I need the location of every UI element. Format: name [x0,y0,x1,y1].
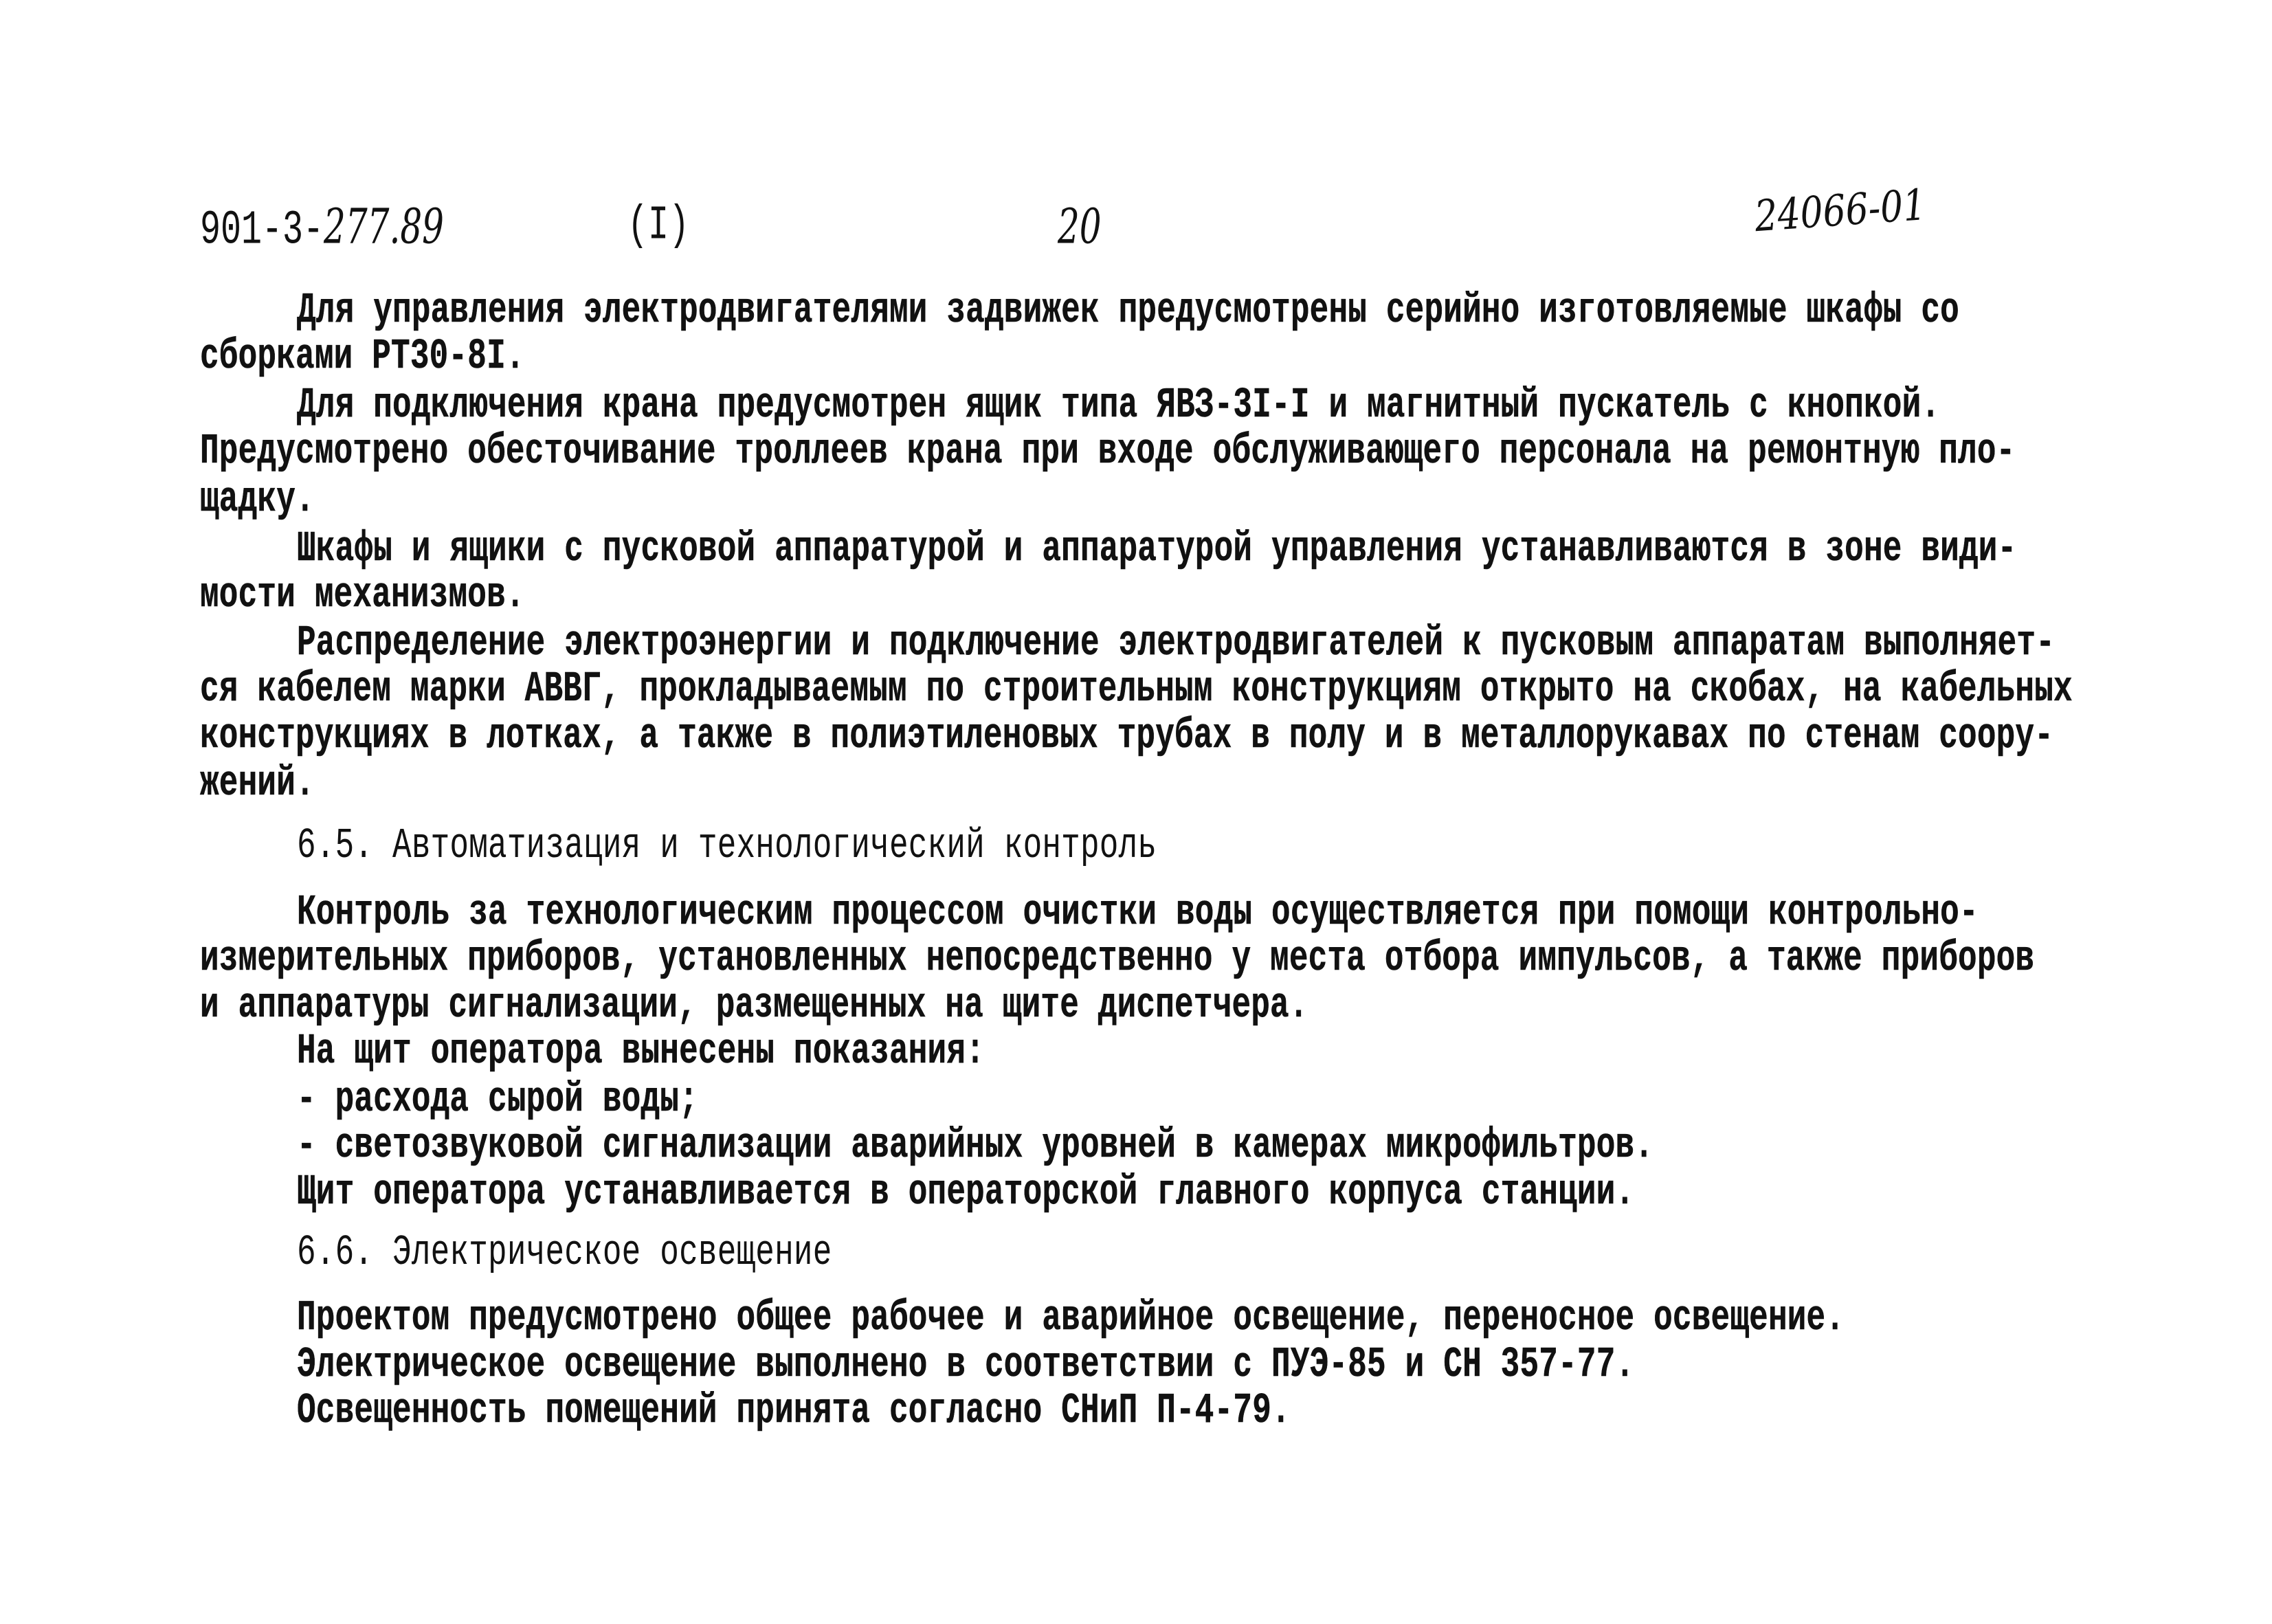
paragraph-line: сборками РТ30-8I. [200,332,525,381]
paragraph-line: Для подключения крана предусмотрен ящик типа ЯВЗ-3I-I и магнитный пускатель с кнопкой. [297,381,1941,430]
paragraph-line: Распределение электроэнергии и подключение электродвигателей к пусковым аппаратам выполняет- [297,619,2056,667]
list-item: - светозвуковой сигнализации аварийных уровней в камерах микрофильтров. [297,1121,1654,1170]
document-code-handwritten: 277.89 [324,199,444,255]
paragraph-line: Предусмотрено обесточивание троллеев крана при входе обслуживающего персонала на ремонтную пло- [200,427,2016,476]
paragraph-line: мости механизмов. [200,570,525,619]
paragraph-line: Контроль за технологическим процессом очистки воды осуществляется при помощи контрольно- [297,888,1979,937]
paragraph-line: измерительных приборов, установленных непосредственно у места отбора импульсов, а также приборов [200,934,2035,983]
document-code-prefix: 901-3- [200,203,324,258]
volume-number: (I) [627,199,690,254]
paragraph-line: ся кабелем марки АВВГ, прокладываемым по строительным конструкциям открыто на скобах, на кабельных [200,665,2073,713]
paragraph-line: Щит оператора устанавливается в операторской главного корпуса станции. [297,1168,1635,1216]
paragraph-line: и аппаратуры сигнализации, размещенных на щите диспетчера. [200,981,1308,1030]
section-heading-6-6: 6.6. Электрическое освещение [297,1228,832,1277]
document-code [200,201,444,258]
paragraph-line: жений. [200,759,315,808]
paragraph-line: Шкафы и ящики с пусковой аппаратурой и аппаратурой управления устанавливаются в зоне види- [297,524,2017,573]
paragraph-line: Для управления электродвигателями задвижек предусмотрены серийно изготовляемые шкафы со [297,286,1959,335]
handwritten-reference: 24066-01 [1753,180,1928,242]
paragraph-line: конструкциях в лотках, а также в полиэтиленовых трубах в полу и в металлорукавах по стенам соору- [200,711,2054,760]
paragraph-line: Освещенность помещений принята согласно СНиП П-4-79. [297,1386,1291,1435]
section-heading-6-5: 6.5. Автоматизация и технологический контроль [297,821,1157,870]
paragraph-line: щадку. [200,475,315,524]
list-item: - расхода сырой воды; [297,1075,698,1124]
paragraph-line: Электрическое освещение выполнено в соответствии с ПУЭ-85 и СН 357-77. [297,1340,1635,1389]
paragraph-line: Проектом предусмотрено общее рабочее и аварийное освещение, переносное освещение. [297,1293,1845,1342]
page-number: 20 [1058,199,1102,255]
paragraph-line: На щит оператора вынесены показания: [297,1027,985,1076]
